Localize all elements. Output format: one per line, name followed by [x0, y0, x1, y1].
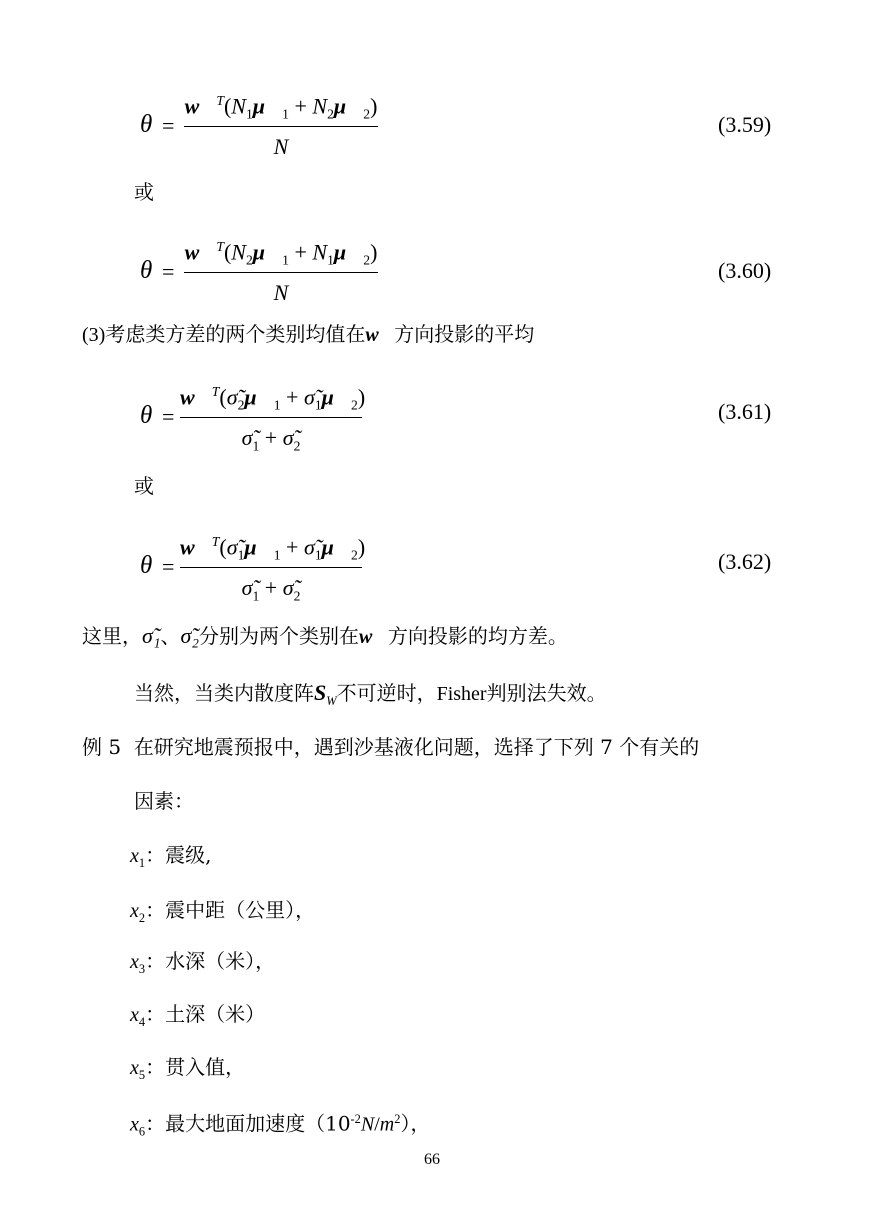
numerator: $w⃗^T(N_1\mu⃗_1$ + $N_2\mu⃗_2$) [184, 93, 378, 122]
equation-3-60 [140, 239, 800, 320]
numerator: $w⃗^T(\sigmã_1\mu⃗_1$ + $\sigmã_1\mu⃗_2$) [180, 534, 366, 563]
example-5-continued: 因素： [134, 789, 194, 813]
fraction [184, 234, 378, 310]
fraction-bar [180, 417, 362, 418]
fraction [184, 88, 378, 164]
denominator: N [273, 134, 289, 159]
fraction-bar [180, 567, 362, 568]
fraction-bar [184, 126, 378, 127]
page-number: 66 [424, 1151, 440, 1168]
equals-sign: = [162, 404, 175, 429]
sigma-explanation: 这里，σ̃₁、σ̃₂分别为两个类别在w⃗方向投影的均方差。 [82, 623, 568, 648]
equation-3-59 [140, 93, 800, 174]
fraction [180, 529, 366, 605]
numerator: $w⃗^T(N_2\mu⃗_1$ + $N_1\mu⃗_2$) [184, 239, 378, 268]
equation-3-62 [140, 534, 800, 615]
equals-sign: = [162, 554, 175, 579]
theta-symbol: θ [140, 257, 153, 284]
denominator: N [273, 280, 289, 305]
equation-number: (3.59) [718, 112, 772, 137]
or-text: 或 [134, 180, 154, 204]
theta-symbol: θ [140, 552, 153, 579]
factor-x1: $x_1$：震级, [130, 843, 212, 870]
equation-number: (3.61) [718, 399, 772, 424]
numerator: $w⃗^T(\sigmã_2\mu⃗_1$ + $\sigmã_1\mu⃗_2$) [180, 384, 366, 413]
equals-sign: = [162, 113, 175, 138]
factor-x3: $x_3$：水深（米）， [130, 949, 276, 976]
denominator: $\sigmã_1$ + $\sigmã_2$ [241, 575, 301, 604]
equation-3-61 [140, 384, 800, 465]
fraction [180, 379, 366, 455]
factor-x2: $x_2$：震中距（公里）， [130, 898, 316, 925]
equals-sign: = [162, 259, 175, 284]
example-5: 例 5 在研究地震预报中，遇到沙基液化问题，选择了下列 7 个有关的 [82, 735, 700, 759]
factor-x6: $x_6$：最大地面加速度$(10^{-2}N/m^2)$， [130, 1111, 431, 1139]
or-text: 或 [134, 474, 154, 498]
equation-number: (3.62) [718, 549, 772, 574]
denominator: $\sigmã_1$ + $\sigmã_2$ [241, 425, 301, 454]
theta-symbol: θ [140, 111, 153, 138]
item-3-heading: (3)考虑类方差的两个类别均值在w⃗方向投影的平均 [82, 322, 535, 346]
fisher-note: 当然，当类内散度阵$S_W$不可逆时，Fisher判别法失效。 [134, 680, 607, 708]
factor-x4: $x_4$：土深（米） [130, 1002, 266, 1029]
equation-number: (3.60) [718, 258, 772, 283]
theta-symbol: θ [140, 402, 153, 429]
fraction-bar [184, 272, 378, 273]
factor-x5: $x_5$：贯入值， [130, 1055, 246, 1082]
